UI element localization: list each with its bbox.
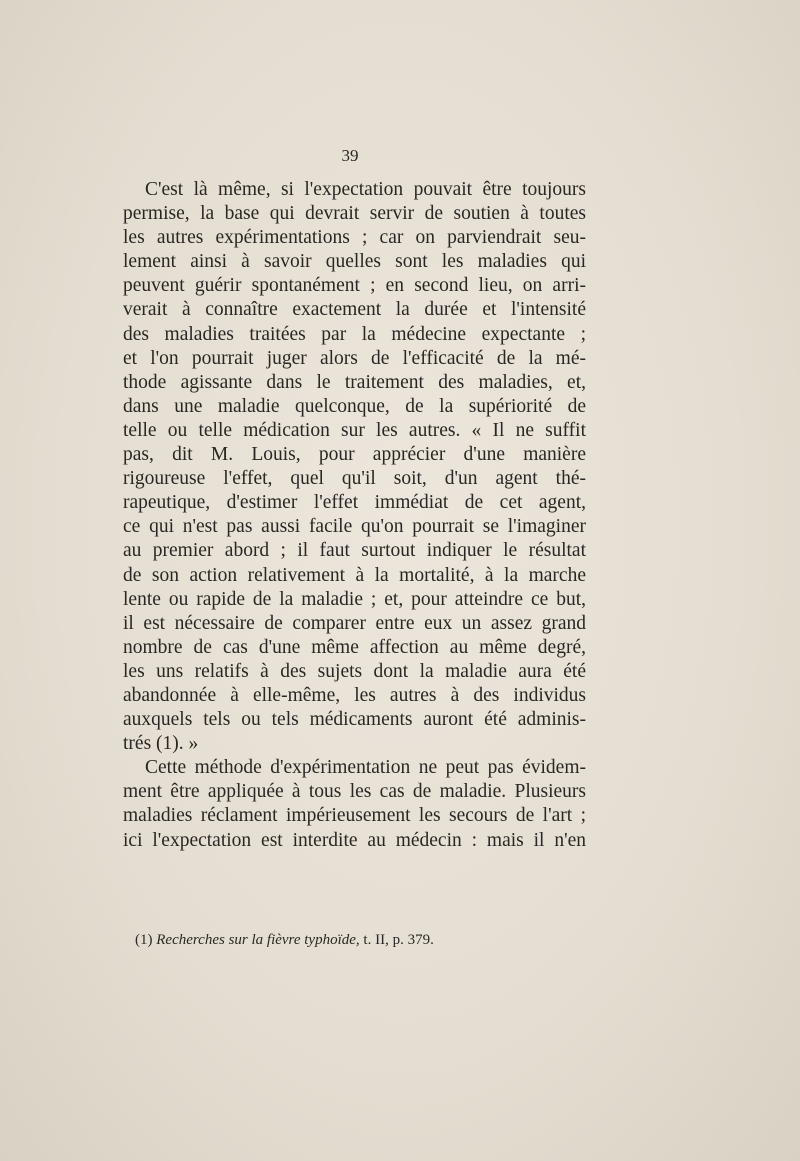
text-line: rigoureuse l'effet, quel qu'il soit, d'un agent thé-	[123, 468, 586, 490]
text-line: pas, dit M. Louis, pour apprécier d'une manière	[123, 444, 586, 466]
text-line: il est nécessaire de comparer entre eux un assez grand	[123, 612, 586, 634]
text-line: ment être appliquée à tous les cas de maladie. Plusieurs	[123, 781, 586, 803]
text-line: telle ou telle médication sur les autres. « Il ne suffit	[123, 419, 586, 441]
paragraph	[123, 178, 586, 756]
text-line: abandonnée à elle-même, les autres à des individus	[123, 684, 586, 706]
text-line: lente ou rapide de la maladie ; et, pour atteindre ce but,	[123, 588, 586, 610]
text-line: dans une maladie quelconque, de la supériorité de	[123, 395, 586, 417]
text-line: auxquels tels ou tels médicaments auront été adminis-	[123, 709, 586, 731]
footnote-title: Recherches sur la fièvre typhoïde,	[156, 932, 360, 948]
text-line: permise, la base qui devrait servir de soutien à toutes	[123, 203, 586, 225]
page-number: 39	[341, 146, 359, 165]
text-line: les uns relatifs à des sujets dont la maladie aura été	[123, 660, 586, 682]
text-line: nombre de cas d'une même affection au même degré,	[123, 636, 586, 658]
body-text	[123, 178, 586, 853]
text-line: lement ainsi à savoir quelles sont les maladies qui	[123, 251, 586, 273]
footnote-reference: t. II, p. 379.	[363, 932, 434, 948]
text-line: verait à connaître exactement la durée et l'intensité	[123, 299, 586, 321]
text-line: Cette méthode d'expérimentation ne peut pas évidem-	[145, 757, 586, 779]
footnote-marker: (1)	[135, 932, 153, 948]
footnote	[135, 932, 434, 949]
text-line: et l'on pourrait juger alors de l'efficacité de la mé-	[123, 347, 586, 369]
text-line: maladies réclament impérieusement les secours de l'art ;	[123, 805, 586, 827]
text-line: de son action relativement à la mortalité, à la marche	[123, 564, 586, 586]
text-line: au premier abord ; il faut surtout indiquer le résultat	[123, 540, 586, 562]
paragraph	[123, 756, 586, 852]
text-line: rapeutique, d'estimer l'effet immédiat de cet agent,	[123, 492, 586, 514]
text-line: ce qui n'est pas aussi facile qu'on pourrait se l'imaginer	[123, 516, 586, 538]
text-line: ici l'expectation est interdite au médecin : mais il n'en	[123, 829, 586, 851]
text-line: les autres expérimentations ; car on parviendrait seu-	[123, 227, 586, 249]
text-line: trés (1). »	[123, 733, 199, 755]
text-line: C'est là même, si l'expectation pouvait être toujours	[145, 179, 586, 200]
text-line: peuvent guérir spontanément ; en second lieu, on arri-	[123, 275, 586, 297]
text-line: thode agissante dans le traitement des maladies, et,	[123, 371, 586, 393]
text-line: des maladies traitées par la médecine expectante ;	[123, 323, 586, 345]
